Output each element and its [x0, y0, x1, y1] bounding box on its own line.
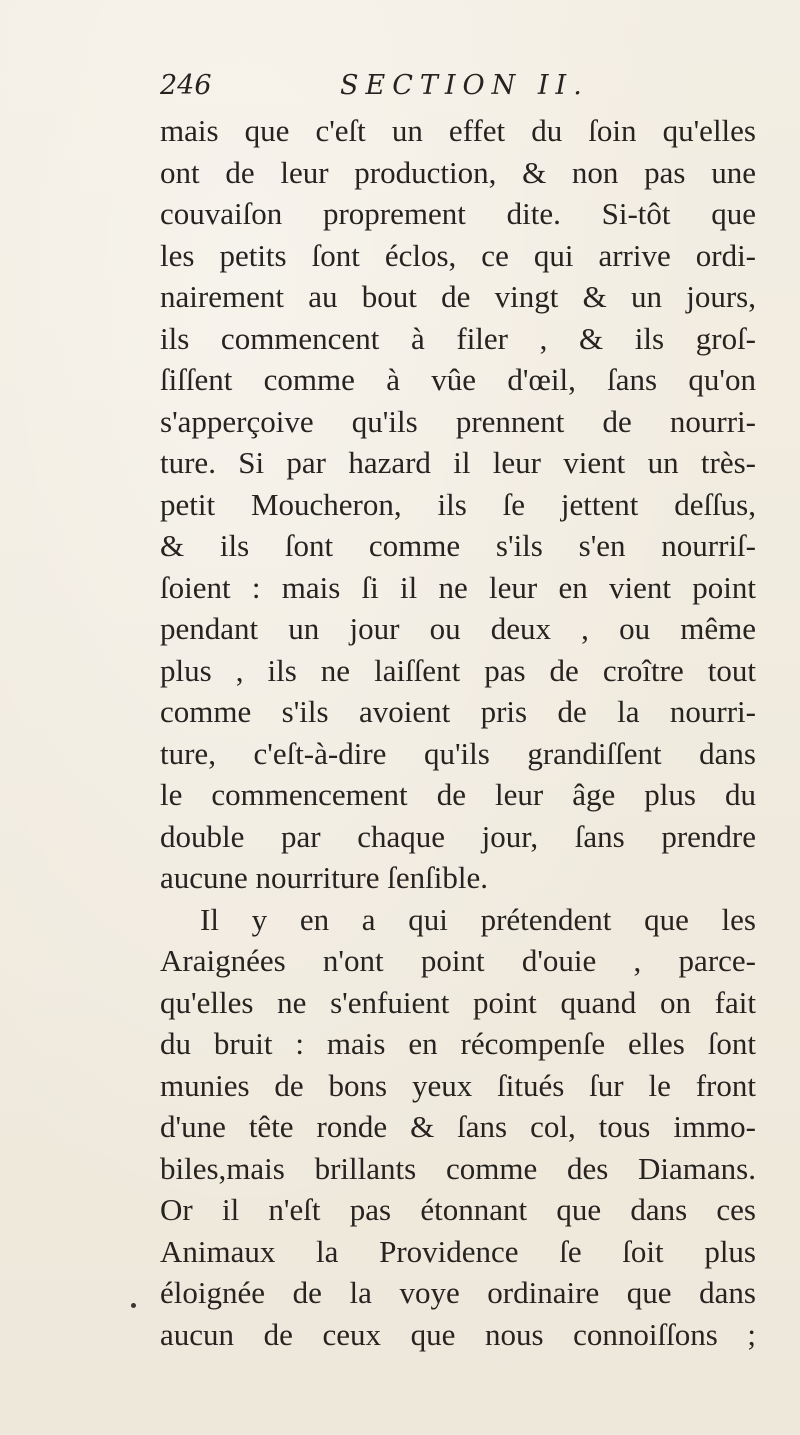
ink-speck: [131, 1303, 136, 1308]
text-line: Animaux la Providence ſe ſoit plus: [160, 1233, 756, 1269]
text-line: pendant un jour ou deux , ou même: [160, 611, 756, 646]
paragraph-end-line: aucune nourriture ſenſible.: [160, 860, 488, 895]
page-number: 246: [160, 70, 212, 101]
text-line: plus , ils ne laiſſent pas de croître tout: [160, 652, 756, 688]
text-line: du bruit : mais en récompenſe elles ſont: [160, 1026, 756, 1061]
text-line: qu'elles ne s'enfuient point quand on fait: [160, 984, 756, 1020]
text-line: ſiſſent comme à vûe d'œil, ſans qu'on: [160, 362, 756, 397]
text-line: comme s'ils avoient pris de la nourri-: [160, 694, 756, 729]
text-line: ont de leur production, & non pas une: [160, 154, 756, 190]
text-line: ils commencent à filer , & ils groſ-: [160, 320, 756, 356]
text-line: aucun de ceux que nous connoiſſons ;: [160, 1316, 756, 1352]
text-line: Araignées n'ont point d'ouie , parce-: [160, 943, 756, 978]
text-line: ture, c'eſt-à-dire qu'ils grandiſſent dans: [160, 735, 756, 771]
text-line: couvaiſon proprement dite. Si-tôt que: [160, 196, 756, 231]
section-title: SECTION II.: [340, 70, 589, 101]
text-line: & ils ſont comme s'ils s'en nourriſ-: [160, 528, 756, 563]
text-line: nairement au bout de vingt & un jours,: [160, 279, 756, 314]
running-head: [160, 70, 620, 110]
text-line: s'apperçoive qu'ils prennent de nourri-: [160, 403, 756, 439]
text-line: Or il n'eſt pas étonnant que dans ces: [160, 1192, 756, 1227]
paragraph-start-line: Il y en a qui prétendent que les: [200, 901, 756, 937]
text-line: les petits ſont éclos, ce qui arrive ordi-: [160, 237, 756, 273]
text-line: double par chaque jour, ſans prendre: [160, 818, 756, 854]
text-line: ture. Si par hazard il leur vient un très-: [160, 445, 756, 480]
text-line: biles,mais brillants comme des Diamans.: [160, 1150, 756, 1186]
text-line: le commencement de leur âge plus du: [160, 777, 756, 812]
text-line: d'une tête ronde & ſans col, tous immo-: [160, 1109, 756, 1144]
body-text: [160, 110, 756, 1355]
text-line: petit Moucheron, ils ſe jettent deſſus,: [160, 486, 756, 522]
text-line: ſoient : mais ſi il ne leur en vient point: [160, 569, 756, 605]
text-line: munies de bons yeux ſitués ſur le front: [160, 1067, 756, 1103]
text-line: mais que c'eſt un effet du ſoin qu'elles: [160, 113, 756, 148]
text-line: éloignée de la voye ordinaire que dans: [160, 1275, 756, 1310]
